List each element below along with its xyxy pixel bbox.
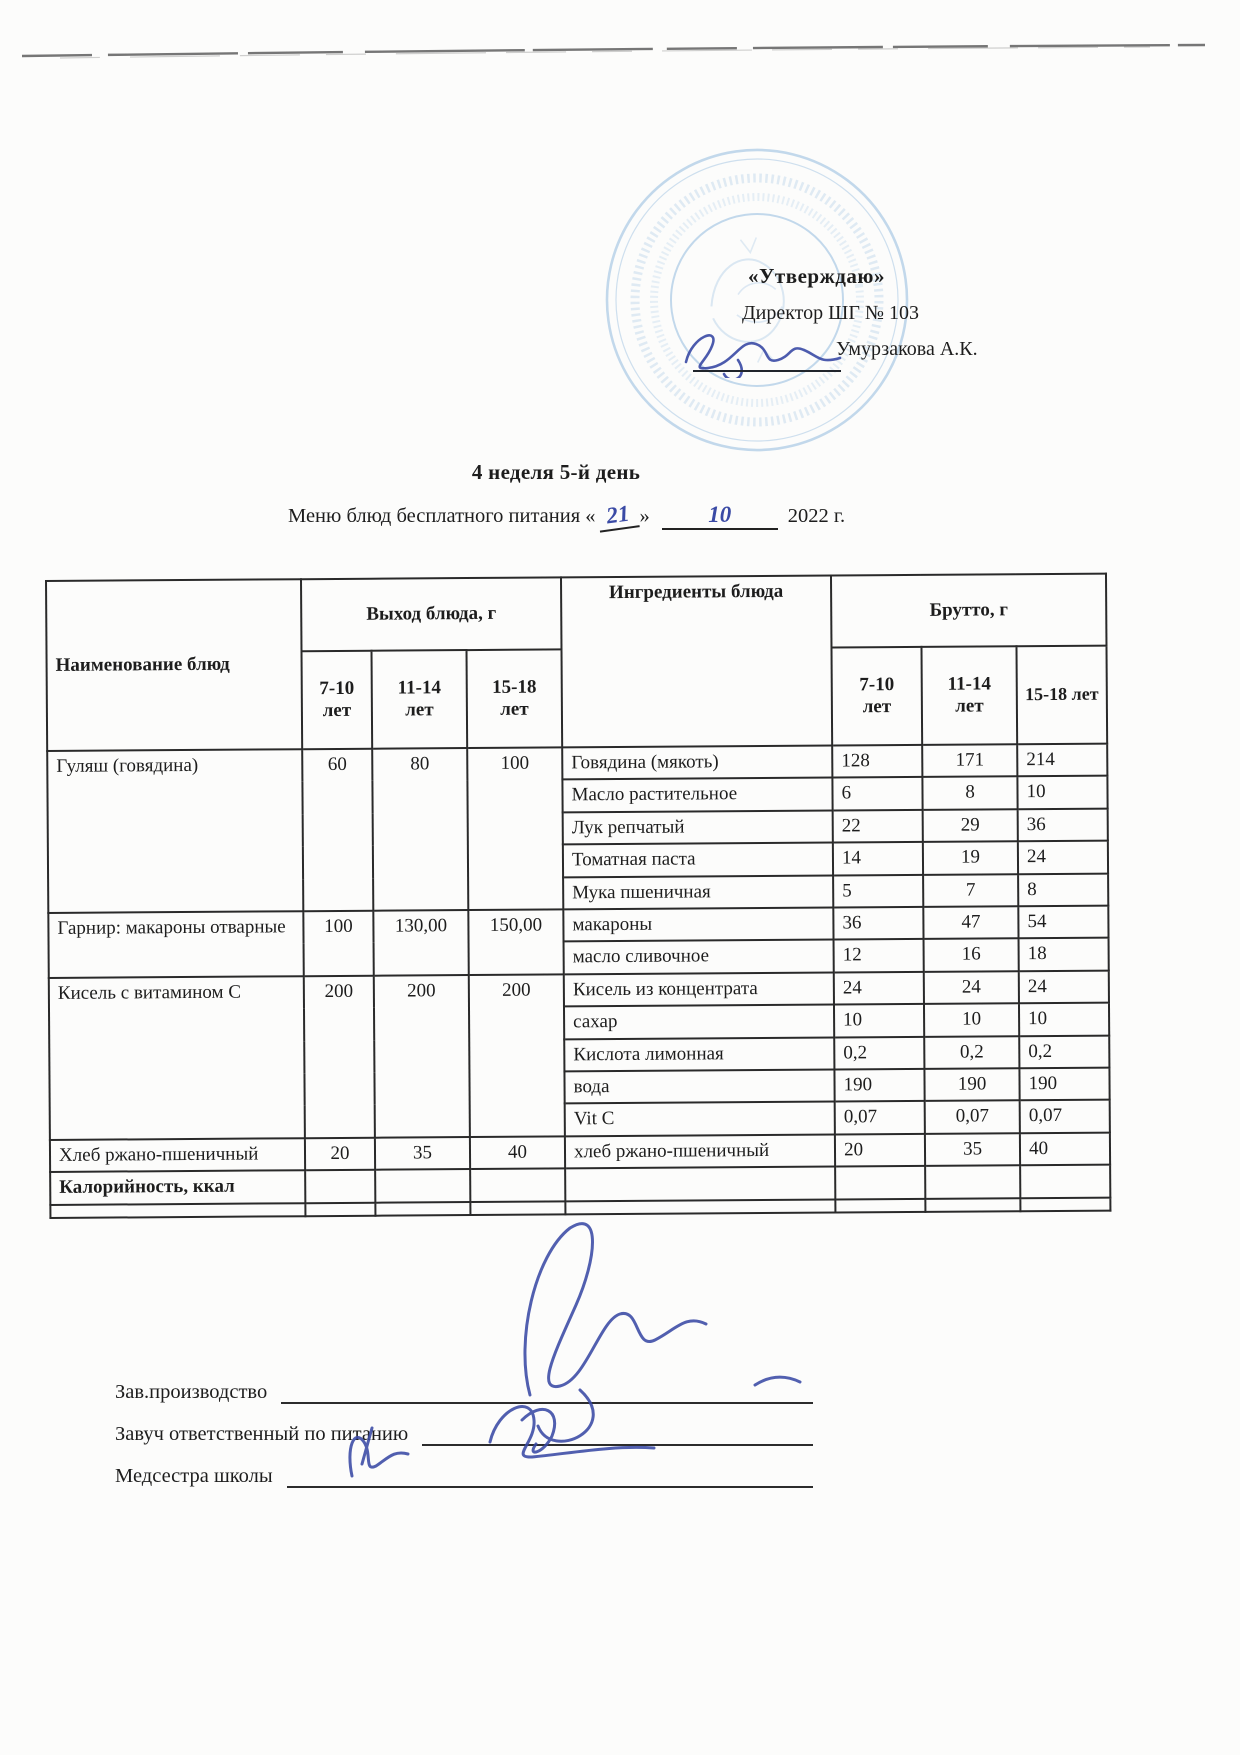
dish-name-cell: Кисель с витамином С [49,976,305,1140]
output-value-cell: 200 [469,974,565,1137]
ingredient-name-cell: макароны [563,908,833,942]
empty-cell [50,1203,305,1218]
ingredient-name-cell: вода [564,1070,834,1104]
ingredient-name-cell: Кисель из концентрата [564,972,834,1006]
director-signature-line [693,370,841,372]
header-age-7-10: 7-10 лет [302,651,373,749]
output-value-cell: 80 [372,748,468,911]
approval-block [690,264,1020,360]
gross-value-cell: 29 [923,809,1018,842]
output-value-cell: 200 [304,976,375,1139]
calorie-label-cell: Калорийность, ккал [50,1170,305,1204]
header-age-11-14: 11-14 лет [372,650,468,749]
gross-value-cell: 18 [1019,938,1109,971]
gross-value-cell: 14 [833,842,923,875]
ingredient-name-cell: масло сливочное [564,940,834,974]
header-dish-name: Наименование блюд [46,579,302,751]
gross-value-cell: 5 [833,875,923,908]
empty-cell [470,1201,565,1215]
header-gross-age-15-18: 15-18 лет [1017,646,1108,745]
gross-value-cell: 24 [834,972,924,1005]
empty-cell [305,1170,375,1203]
open-quote: « [585,505,596,527]
gross-value-cell: 16 [924,939,1019,972]
empty-cell [565,1199,835,1214]
gross-value-cell: 214 [1017,744,1107,777]
empty-cell [305,1202,375,1215]
gross-value-cell: 190 [834,1069,924,1102]
empty-cell [835,1166,925,1199]
output-value-cell: 40 [470,1136,565,1169]
year-text: 2022 г. [787,505,846,527]
header-gross-age-11-14: 11-14 лет [922,646,1018,745]
signature-line [287,1456,813,1488]
empty-cell [375,1202,470,1216]
menu-table [45,573,1111,1219]
table-header [46,574,1107,751]
gross-value-cell: 190 [924,1068,1019,1101]
ingredient-name-cell: Мука пшеничная [563,875,833,909]
close-quote: » [639,505,650,527]
empty-cell [835,1199,925,1213]
gross-value-cell: 171 [922,744,1017,777]
gross-value-cell: 0,07 [1020,1100,1110,1133]
output-value-cell: 100 [303,911,373,976]
gross-value-cell: 10 [1017,776,1107,809]
gross-value-cell: 47 [923,906,1018,939]
signature-section [115,1362,813,1488]
output-value-cell: 60 [302,749,373,912]
ingredient-name-cell: Лук репчатый [563,810,833,844]
gross-value-cell: 36 [1018,808,1108,841]
gross-value-cell: 22 [833,810,923,843]
empty-cell [375,1169,470,1202]
signature-row [115,1404,813,1446]
gross-value-cell: 0,2 [924,1036,1019,1069]
output-value-cell: 20 [305,1138,375,1171]
output-value-cell: 100 [467,747,563,910]
header-ingredients: Ингредиенты блюда [561,576,832,748]
gross-value-cell: 0,07 [925,1101,1020,1134]
signature-line [281,1372,813,1404]
signature-row [115,1446,813,1488]
scan-artifact-line [0,0,1240,70]
gross-value-cell: 8 [922,777,1017,810]
signature-label: Медсестра школы [115,1465,273,1487]
dish-name-cell: Гуляш (говядина) [47,749,303,913]
gross-value-cell: 24 [1019,970,1109,1003]
dish-name-cell: Гарнир: макароны отварные [48,911,303,978]
empty-cell [470,1169,565,1202]
empty-cell [1020,1197,1110,1211]
gross-value-cell: 10 [1019,1003,1109,1036]
ingredient-name-cell: Говядина (мякоть) [562,746,832,780]
ingredient-name-cell: Vit C [565,1102,835,1136]
gross-value-cell: 8 [1018,873,1108,906]
gross-value-cell: 128 [832,745,922,778]
gross-value-cell: 10 [924,1003,1019,1036]
gross-value-cell: 10 [834,1004,924,1037]
header-output: Выход блюда, г [301,577,562,651]
approve-label: «Утверждаю» [748,264,885,288]
header-gross-age-7-10: 7-10 лет [832,647,923,746]
gross-value-cell: 35 [925,1133,1020,1166]
header-age-15-18: 15-18 лет [466,649,562,748]
gross-value-cell: 7 [923,874,1018,907]
empty-cell [1020,1165,1110,1198]
director-title: Директор ШГ № 103 [742,302,919,324]
director-name: Умурзакова А.К. [836,338,978,360]
empty-cell [925,1198,1020,1212]
output-value-cell: 150,00 [468,909,563,974]
signature-row [115,1362,813,1404]
ingredient-name-cell: Кислота лимонная [564,1037,834,1071]
gross-value-cell: 0,2 [834,1037,924,1070]
gross-value-cell: 6 [832,777,922,810]
gross-value-cell: 36 [833,907,923,940]
gross-value-cell: 24 [924,971,1019,1004]
empty-cell [565,1167,835,1201]
gross-value-cell: 54 [1018,906,1108,939]
menu-line-text: Меню блюд бесплатного питания [288,505,581,527]
output-value-cell: 130,00 [373,910,468,975]
signature-line [422,1414,813,1446]
ingredient-name-cell: хлеб ржано-пшеничный [565,1134,835,1168]
empty-cell [925,1165,1020,1198]
gross-value-cell: 20 [835,1134,925,1167]
gross-value-cell: 190 [1019,1068,1109,1101]
gross-value-cell: 0,07 [835,1101,925,1134]
signature-label: Завуч ответственный по питанию [115,1423,409,1445]
gross-value-cell: 19 [923,841,1018,874]
handwritten-day: 21 [596,499,640,532]
ingredient-name-cell: сахар [564,1005,834,1039]
output-value-cell: 35 [375,1137,470,1170]
menu-date-line [288,502,845,528]
header-gross: Брутто, г [831,574,1106,648]
gross-value-cell: 40 [1020,1132,1110,1165]
ingredient-name-cell: Томатная паста [563,843,833,877]
gross-value-cell: 24 [1018,841,1108,874]
gross-value-cell: 12 [834,939,924,972]
signature-label: Зав.производство [115,1381,268,1403]
output-value-cell: 200 [374,975,470,1138]
dish-name-cell: Хлеб ржано-пшеничный [50,1138,305,1172]
gross-value-cell: 0,2 [1019,1035,1109,1068]
handwritten-month: 10 [662,502,778,530]
ingredient-name-cell: Масло растительное [562,778,832,812]
document-title: 4 неделя 5-й день [471,460,641,484]
menu-table-body [47,744,1110,1218]
